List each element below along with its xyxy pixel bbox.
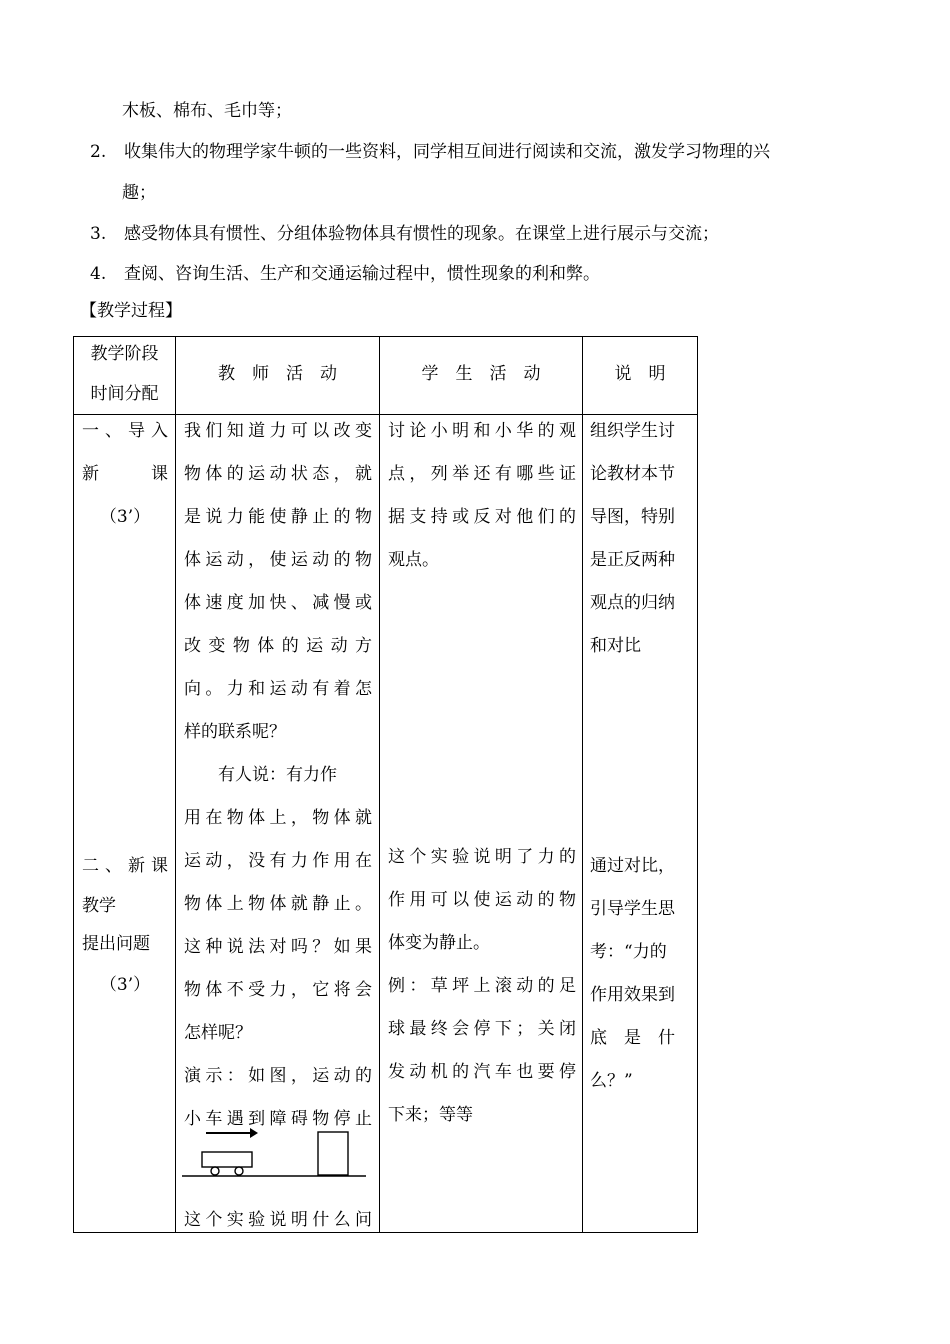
- teacher-line: 小车遇到障碍物停止: [184, 1109, 372, 1129]
- student-activity-intro: [388, 410, 576, 582]
- column-divider: [582, 336, 583, 1233]
- note-new-lesson: [590, 845, 690, 1103]
- teacher-line: 怎样呢？: [184, 1023, 252, 1043]
- list-item-text: 查阅、咨询生活、生产和交通运输过程中，惯性现象的利和弊。: [124, 264, 600, 284]
- stage-line: 一、导入: [82, 421, 168, 441]
- stage-time: （3’）: [99, 975, 151, 995]
- student-line: 发动机的汽车也要停: [388, 1062, 576, 1082]
- note-line: 导图，特别: [590, 507, 675, 527]
- teacher-line: 向。力和运动有着怎: [184, 679, 372, 699]
- teacher-line: 体速度加快、减慢或: [184, 593, 372, 613]
- teacher-line: 有人说：有力作: [184, 765, 337, 785]
- obstacle-block: [318, 1132, 348, 1175]
- note-line: 通过对比，: [590, 856, 675, 876]
- stage-intro: [82, 410, 168, 539]
- header-teacher-activity: 教师活动: [218, 364, 354, 384]
- stage-line: 二、新课: [82, 856, 168, 876]
- column-divider: [175, 336, 176, 1233]
- student-line: 讨论小明和小华的观: [388, 421, 576, 441]
- note-line: 是正反两种: [590, 550, 675, 570]
- header-note: 说明: [614, 364, 683, 384]
- stage-line: 教学: [82, 896, 116, 916]
- teacher-line: 运动，没有力作用在: [184, 851, 372, 871]
- stage-line: 新 课: [82, 464, 168, 484]
- teacher-line: 改变物体的运动方: [184, 636, 372, 656]
- teacher-line: 体运动，使运动的物: [184, 550, 372, 570]
- list-number: 2.: [90, 142, 107, 162]
- student-activity-new-lesson: [388, 836, 576, 1137]
- column-divider: [379, 336, 380, 1233]
- note-line: 考：“力的: [590, 942, 667, 962]
- teacher-activity: [184, 410, 372, 1141]
- table-border-right: [697, 336, 698, 1233]
- note-line: 引导学生思: [590, 899, 675, 919]
- table-border-left: [73, 336, 74, 1233]
- student-line: 例：草坪上滚动的足: [388, 976, 576, 996]
- motion-arrow-head: [250, 1128, 258, 1138]
- student-line: 作用可以使运动的物: [388, 890, 576, 910]
- teacher-line: 样的联系呢？: [184, 722, 286, 742]
- table-border-bottom: [73, 1232, 698, 1233]
- teacher-line: 用在物体上，物体就: [184, 808, 372, 828]
- teacher-line: 物体上物体就静止。: [184, 894, 372, 914]
- header-stage-line1: 教学阶段: [90, 344, 159, 364]
- teacher-line: 这种说法对吗？如果: [184, 937, 372, 957]
- header-stage-line2: 时间分配: [90, 384, 159, 404]
- student-line: 下来；等等: [388, 1105, 473, 1125]
- list-item-text: 收集伟大的物理学家牛顿的一些资料，同学相互间进行阅读和交流，激发学习物理的兴: [124, 142, 770, 162]
- section-heading: 【教学过程】: [80, 301, 182, 321]
- stage-line: 提出问题: [82, 934, 150, 954]
- list-number: 4.: [90, 264, 107, 284]
- student-line: 球最终会停下；关闭: [388, 1019, 576, 1039]
- note-line: 观点的归纳: [590, 593, 675, 613]
- teacher-line: 物体不受力，它将会: [184, 980, 372, 1000]
- note-line: 论教材本节: [590, 464, 675, 484]
- teacher-line: 这个实验说明什么问: [184, 1210, 372, 1230]
- cart-body: [202, 1152, 252, 1167]
- stage-new-lesson: [82, 845, 168, 1007]
- student-line: 点，列举还有哪些证: [388, 464, 576, 484]
- header-stage: [74, 334, 175, 414]
- student-line: 这个实验说明了力的: [388, 847, 576, 867]
- cart-wheel: [211, 1167, 219, 1175]
- note-intro: [590, 410, 690, 668]
- student-line: 观点。: [388, 550, 439, 570]
- list-item-2: [90, 140, 770, 164]
- list-item-4: [90, 262, 600, 286]
- note-line: 底 是 什: [590, 1028, 675, 1048]
- note-line: 组织学生讨: [590, 421, 675, 441]
- header-student-activity: 学生活动: [421, 364, 558, 384]
- stage-time: （3’）: [99, 507, 151, 527]
- cart-wheel: [235, 1167, 243, 1175]
- list-item-2-continuation: 趣；: [122, 183, 156, 203]
- list-item-3: [90, 222, 719, 246]
- list-item-text: 感受物体具有惯性、分组体验物体具有惯性的现象。在课堂上进行展示与交流；: [124, 224, 719, 244]
- student-line: 体变为静止。: [388, 933, 490, 953]
- list-item-1-continuation: 木板、棉布、毛巾等；: [122, 101, 292, 121]
- note-line: 作用效果到: [590, 985, 675, 1005]
- student-line: 据支持或反对他们的: [388, 507, 576, 527]
- list-number: 3.: [90, 224, 107, 244]
- teacher-line: 物体的运动状态，就: [184, 464, 372, 484]
- teacher-line: 演示：如图，运动的: [184, 1066, 372, 1086]
- cart-obstacle-diagram: [180, 1124, 370, 1186]
- teacher-line: 是说力能使静止的物: [184, 507, 372, 527]
- note-line: 么？”: [590, 1071, 633, 1091]
- teacher-activity-tail: [184, 1199, 372, 1242]
- teacher-line: 我们知道力可以改变: [184, 421, 372, 441]
- note-line: 和对比: [590, 636, 641, 656]
